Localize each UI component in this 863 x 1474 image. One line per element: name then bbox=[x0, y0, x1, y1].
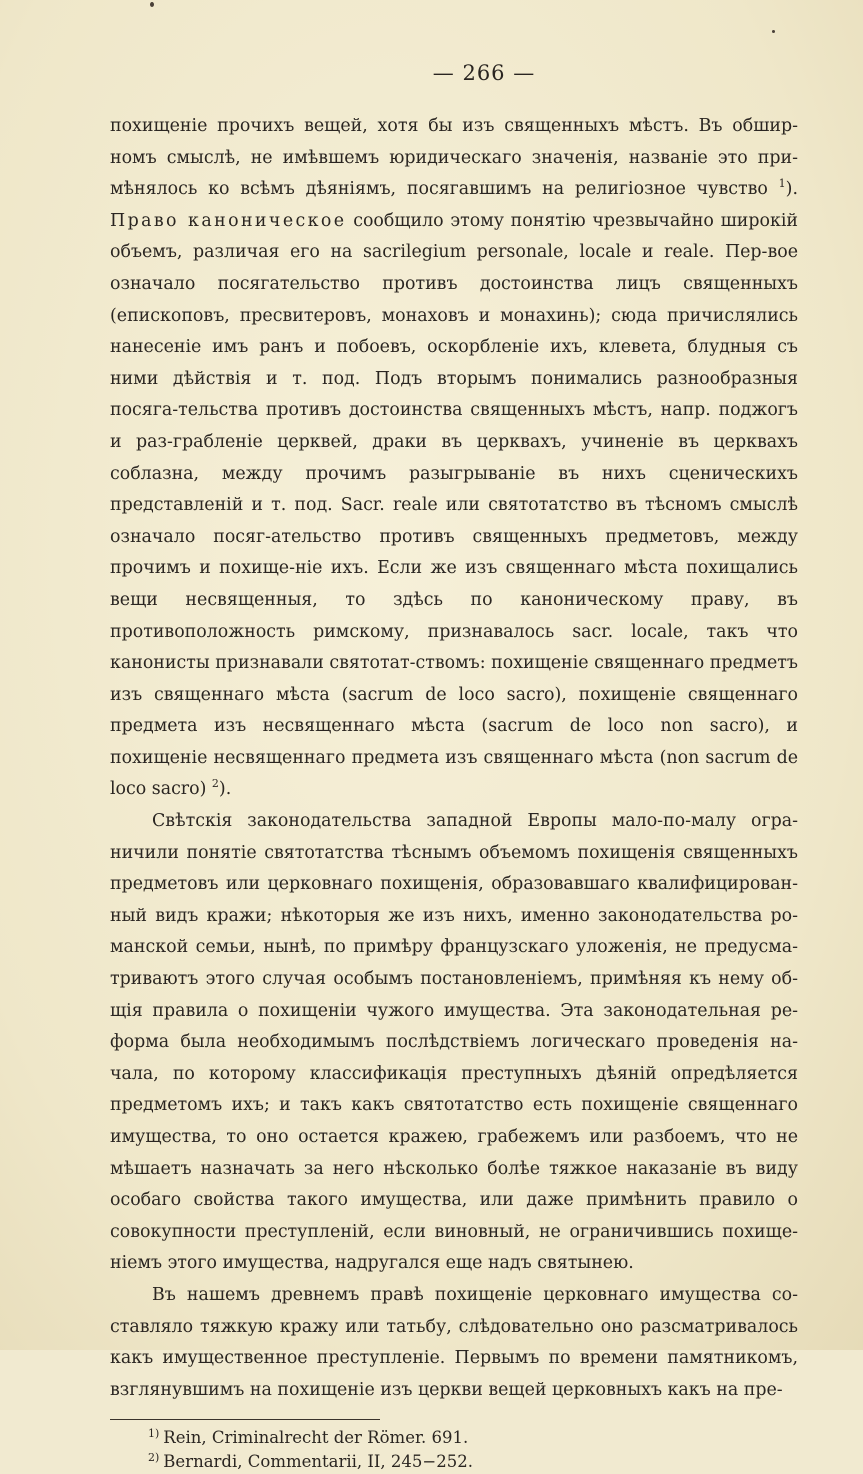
spaced-term: Право каноническое bbox=[110, 210, 347, 231]
body-text bbox=[110, 111, 798, 1406]
paragraph-1 bbox=[110, 111, 798, 806]
paragraph-1-text-mid: ). bbox=[785, 179, 798, 200]
footnotes bbox=[110, 1426, 798, 1474]
ink-speck bbox=[150, 2, 154, 7]
paragraph-3: Въ нашемъ древнемъ правѣ похищеніе церковнаго имущества со-ставляло тяжкую кражу или татьбу, слѣдовательно оно разсматривалось какъ имущественное преступленіе. Первымъ по времени памятникомъ, взглянувшимъ на похищеніе изъ церкви вещей церковныхъ какъ на пре- bbox=[110, 1284, 798, 1400]
footnote-1 bbox=[148, 1426, 798, 1450]
footnote-divider bbox=[110, 1419, 380, 1420]
footnote-ref-1: 1 bbox=[778, 177, 786, 191]
page-number: — 266 — bbox=[432, 61, 536, 85]
footnote-2 bbox=[148, 1450, 798, 1474]
footnote-2-mark: 2) bbox=[148, 1450, 160, 1464]
footnote-ref-2: 2 bbox=[211, 777, 219, 791]
paragraph-1-text-after: сообщило этому понятію чрезвычайно широкій объемъ, различая его на sacrilegium personale, locale и reale. Пер-вое означало посягательство противъ достоинства лицъ священныхъ (епископовъ, пресвитеровъ, монаховъ и монахинь); сюда причислялись нанесеніе имъ ранъ и побоевъ, оскорбленіе ихъ, клевета, блудныя съ ними дѣйствія и т. под. Подъ вторымъ понимались разнообразныя посяга-тельства противъ достоинства священныхъ мѣстъ, напр. поджогъ и раз-грабленіе церквей, драки въ церквахъ, учиненіе въ церквахъ соблазна, между прочимъ разыгрываніе въ нихъ сценическихъ представленій и т. под. Sacr. reale или святотатство въ тѣсномъ смыслѣ означало посяг-ательство противъ священныхъ предметовъ, между прочимъ и похище-ніе ихъ. Если же изъ священнаго мѣста похищались вещи несвященныя, то здѣсь по каноническому праву, въ противоположность римскому, признавалось sacr. locale, такъ что канонисты признавали святотат-ствомъ: похищеніе священнаго предметъ изъ священнаго мѣста (sacrum de loco sacro), похищеніе священнаго предмета изъ несвященнаго мѣста (sacrum de loco non sacro), и похищеніе несвященнаго предмета изъ священнаго мѣста (non sacrum de loco sacro) bbox=[110, 210, 799, 800]
footnote-1-mark: 1) bbox=[148, 1426, 160, 1440]
footnote-1-text: Rein, Criminalrecht der Römer. 691. bbox=[163, 1428, 469, 1448]
ink-speck bbox=[772, 30, 775, 33]
paragraph-1-text-end: ). bbox=[218, 779, 232, 800]
footnote-2-text: Bernardi, Commentarii, II, 245−252. bbox=[163, 1452, 473, 1472]
paragraph-2: Свѣтскія законодательства западной Европы мало-по-малу огра-ничили понятіе святотатства тѣснымъ объемомъ похищенія священныхъ предметовъ или церковнаго похищенія, образовавшаго квалифицирован-ный видъ кражи; нѣкоторыя же изъ нихъ, именно законодательства ро-манской семьи, нынѣ, по примѣру французскаго уложенія, не предусма-триваютъ этого случая особымъ постановленіемъ, примѣняя къ нему об-щія правила о похищеніи чужого имущества. Эта законодательная ре-форма была необходимымъ послѣдствіемъ логическаго проведенія на-чала, по которому классификація преступныхъ дѣяній опредѣляется предметомъ ихъ; и такъ какъ святотатство есть похищеніе священнаго имущества, то оно остается кражею, грабежемъ или разбоемъ, что не мѣшаетъ назначать за него нѣсколько болѣе тяжкое наказаніе въ виду особаго свойства такого имущества, или даже примѣнить правило о совокупности преступленій, если виновный, не ограничившись похище-ніемъ этого имущества, надругался еще надъ святынею. bbox=[110, 811, 798, 1274]
paragraph-1-text-before: похищеніе прочихъ вещей, хотя бы изъ священныхъ мѣстъ. Въ обшир-номъ смыслѣ, не имѣвшемъ юридическаго значенія, названіе это при-мѣнялось ко всѣмъ дѣяніямъ, посягавшимъ на религіозное чувство bbox=[110, 116, 798, 200]
